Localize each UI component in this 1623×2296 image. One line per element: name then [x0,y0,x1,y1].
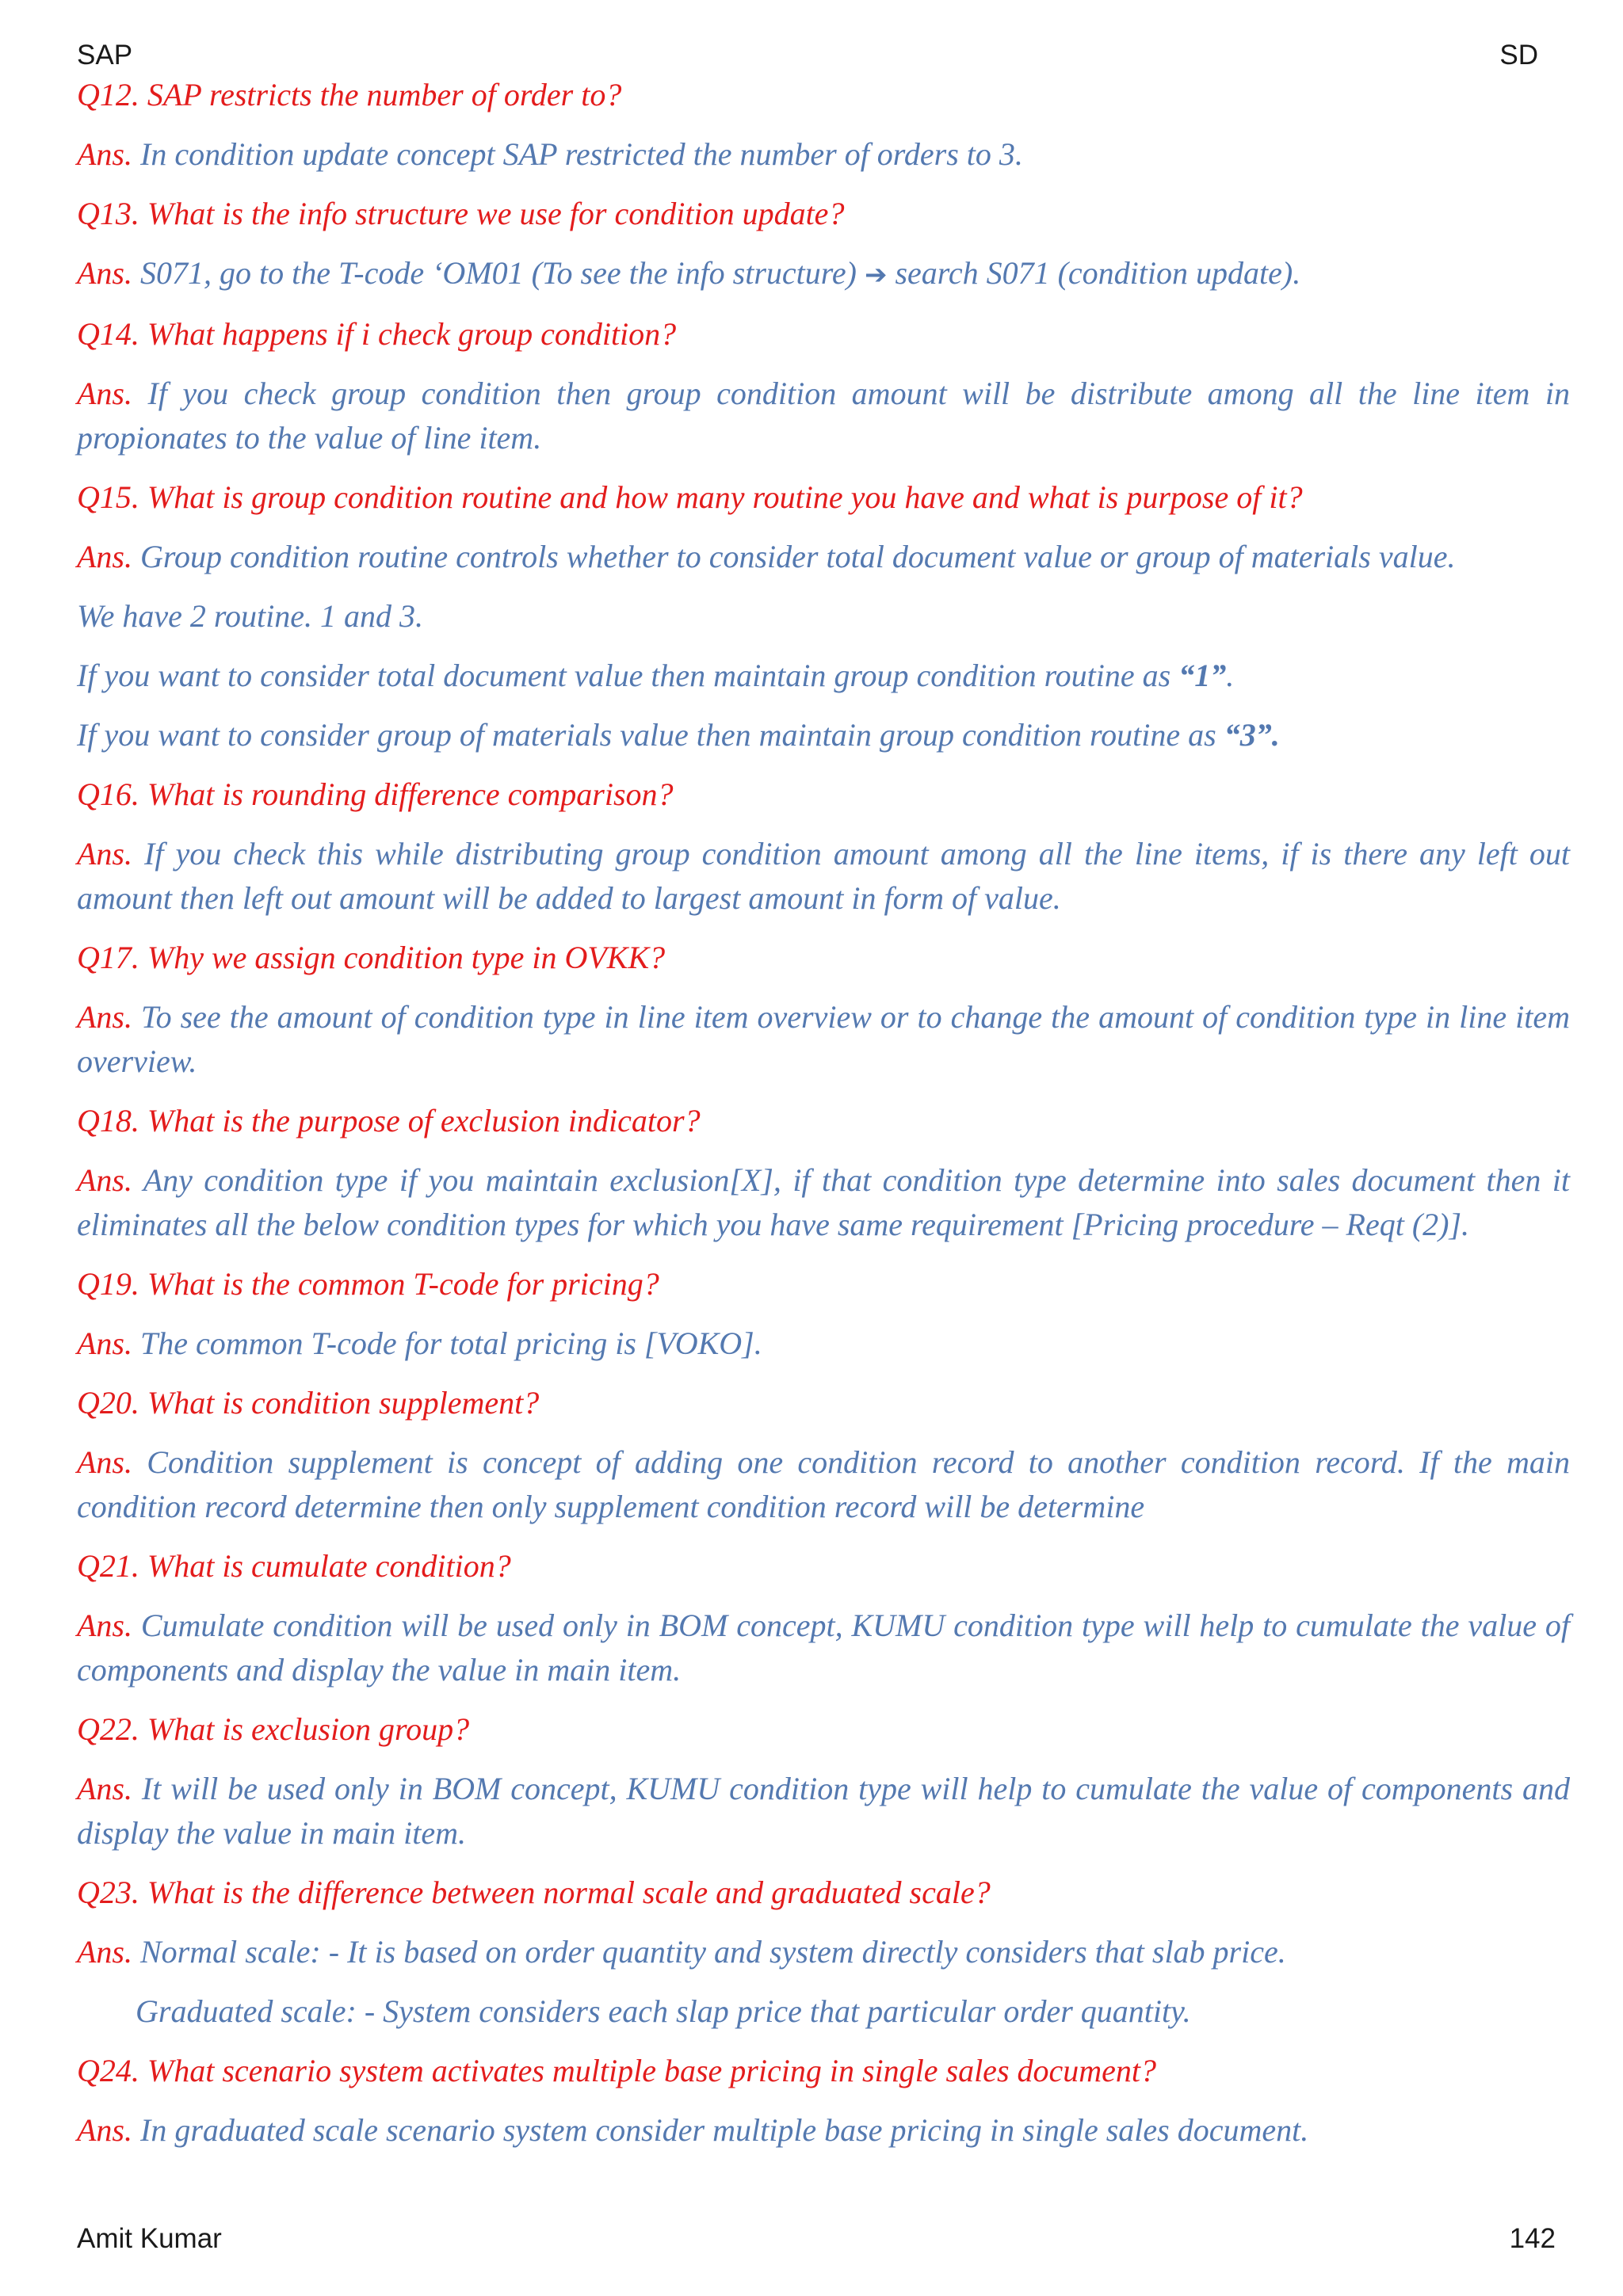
answer-text: Cumulate condition will be used only in BOM concept, KUMU condition type will help to cumulate the value of components and display the value in main item. [77,1608,1570,1688]
routine-value: “1” [1178,658,1227,693]
answer-label: Ans. [77,1162,132,1198]
answer-label: Ans. [77,1444,132,1480]
answer-q19 [77,1322,1570,1366]
answer-label: Ans. [77,376,132,411]
question-q23: Q23. What is the difference between normal scale and graduated scale? [77,1875,991,1910]
footer-author: Amit Kumar [77,2223,222,2254]
question-q13: Q13. What is the info structure we use for condition update? [77,196,845,231]
answer-q18 [77,1158,1570,1247]
answer-text: The common T-code for total pricing is [VOKO]. [132,1325,762,1361]
answer-q15 [77,535,1570,579]
answer-text: Normal scale: - It is based on order quantity and system directly considers that slab price. [132,1934,1286,1970]
answer-q17 [77,995,1570,1084]
answer-text: If you want to consider group of materials value then maintain group condition routine as [77,717,1224,753]
answer-label: Ans. [77,136,132,172]
question-q17: Q17. Why we assign condition type in OVKK? [77,940,666,975]
answer-text-end: . [1226,658,1235,693]
answer-label: Ans. [77,1608,132,1643]
answer-q14 [77,372,1570,460]
qa-content [77,73,1570,2168]
answer-q15-line3 [77,654,1570,698]
answer-q24 [77,2108,1570,2153]
answer-text: S071, go to the T-code ‘OM01 (To see the info structure) [132,255,865,291]
answer-text: In condition update concept SAP restricted the number of orders to 3. [132,136,1023,172]
answer-q15-line2: We have 2 routine. 1 and 3. [77,598,423,634]
answer-label: Ans. [77,255,132,291]
question-q24: Q24. What scenario system activates multiple base pricing in single sales document? [77,2053,1157,2088]
answer-label: Ans. [77,1325,132,1361]
answer-text-continued: search S071 (condition update). [887,255,1301,291]
answer-text: In graduated scale scenario system consider multiple base pricing in single sales document. [132,2112,1309,2148]
question-q21: Q21. What is cumulate condition? [77,1548,511,1584]
page-number: 142 [1509,2223,1556,2254]
routine-value: “3”. [1224,717,1280,753]
answer-label: Ans. [77,999,132,1035]
answer-label: Ans. [77,836,132,871]
question-q20: Q20. What is condition supplement? [77,1385,540,1421]
answer-text: Any condition type if you maintain exclusion[X], if that condition type determine into sales document then it eliminates all the below condition types for which you have same requirement [Pricing procedure – Reqt (2)]. [77,1162,1570,1242]
answer-q21 [77,1604,1570,1692]
answer-label: Ans. [77,1934,132,1970]
answer-q16 [77,832,1570,921]
answer-text: Condition supplement is concept of adding one condition record to another condition record. If the main condition record determine then only supplement condition record will be determine [77,1444,1570,1524]
question-q14: Q14. What happens if i check group condition? [77,316,677,352]
answer-q22 [77,1767,1570,1855]
answer-text: If you check this while distributing group condition amount among all the line items, if is there any left out amount then left out amount will be added to largest amount in form of value. [77,836,1570,916]
question-q12: Q12. SAP restricts the number of order to? [77,77,622,113]
question-q18: Q18. What is the purpose of exclusion indicator? [77,1103,701,1138]
question-q19: Q19. What is the common T-code for pricing? [77,1266,659,1302]
header-right: SD [1499,40,1538,71]
answer-q23-line2: Graduated scale: - System considers each slap price that particular order quantity. [136,1993,1191,2029]
answer-q20 [77,1440,1570,1529]
answer-text: If you check group condition then group condition amount will be distribute among all the line item in propionates to the value of line item. [77,376,1570,456]
answer-label: Ans. [77,1771,132,1806]
answer-text: To see the amount of condition type in line item overview or to change the amount of condition type in line item overview. [77,999,1570,1079]
arrow-right-icon: ➔ [864,259,888,291]
answer-q12 [77,132,1570,177]
answer-text: It will be used only in BOM concept, KUMU condition type will help to cumulate the value of components and display the value in main item. [77,1771,1570,1851]
answer-label: Ans. [77,539,132,574]
answer-text: Group condition routine controls whether to consider total document value or group of materials value. [132,539,1456,574]
header-left: SAP [77,40,133,71]
answer-label: Ans. [77,2112,132,2148]
question-q16: Q16. What is rounding difference comparison? [77,776,674,812]
question-q22: Q22. What is exclusion group? [77,1711,470,1747]
answer-text: If you want to consider total document value then maintain group condition routine as [77,658,1179,693]
answer-q15-line4 [77,713,1570,757]
answer-q13 [77,251,1570,297]
question-q15: Q15. What is group condition routine and how many routine you have and what is purpose of it? [77,479,1303,515]
answer-q23 [77,1930,1570,1974]
